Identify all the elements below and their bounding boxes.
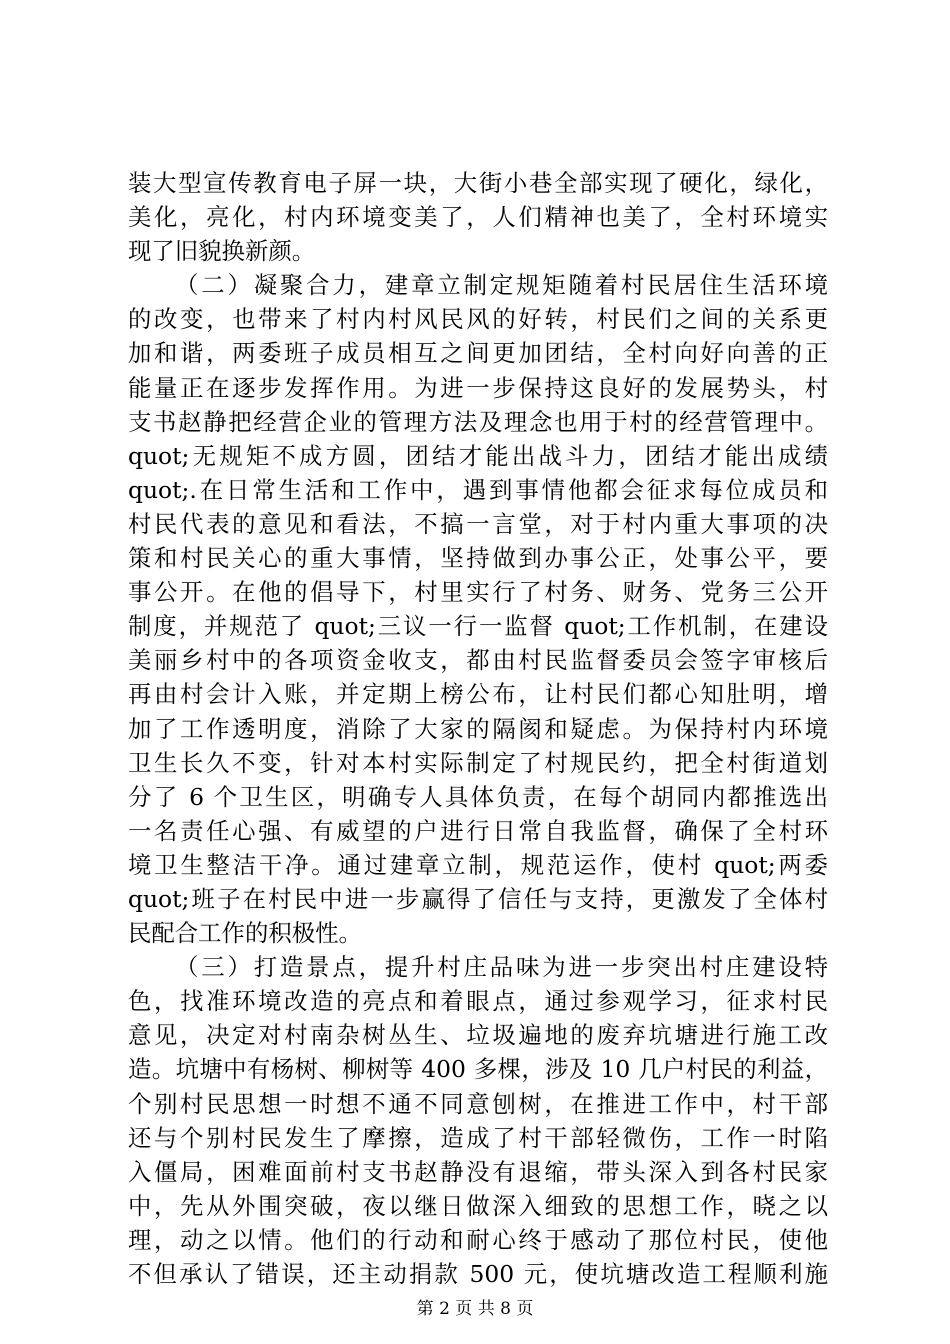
text-line: 村民代表的意见和看法，不搞一言堂，对于村内重大事项的决 (128, 509, 828, 538)
text-line: 中，先从外围突破，夜以继日做深入细致的思想工作，晓之以 (128, 1191, 828, 1220)
text-line: 个别村民思想一时想不通不同意刨树，在推进工作中，村干部 (128, 1089, 828, 1118)
text-line: 入僵局，困难面前村支书赵静没有退缩，带头深入到各村民家 (128, 1157, 828, 1186)
text-line: 加了工作透明度，消除了大家的隔阂和疑虑。为保持村内环境 (128, 714, 828, 743)
text-line: 的改变，也带来了村内村风民风的好转，村民们之间的关系更 (128, 305, 828, 334)
paragraph (128, 268, 828, 950)
text-line: （二）凝聚合力，建章立制定规矩随着村民居住生活环境 (175, 271, 828, 300)
paragraph (128, 166, 828, 268)
text-line: 意见，决定对村南杂树丛生、垃圾遍地的废弃坑塘进行施工改 (128, 1021, 828, 1050)
document-body (128, 166, 828, 1291)
text-line: 美丽乡村中的各项资金收支，都由村民监督委员会签字审核后 (128, 646, 828, 675)
text-line: 一名责任心强、有威望的户进行日常自我监督，确保了全村环 (128, 816, 828, 845)
text-line: 分了 6 个卫生区，明确专人具体负责，在每个胡同内都推选出 (128, 782, 828, 811)
text-line: 支书赵静把经营企业的管理方法及理念也用于村的经营管理中。 (128, 407, 828, 436)
text-line: 民配合工作的积极性。 (128, 919, 362, 948)
text-line: （三）打造景点，提升村庄品味为进一步突出村庄建设特 (175, 953, 828, 982)
text-line: 现了旧貌换新颜。 (128, 237, 316, 266)
text-line: quot;班子在村民中进一步赢得了信任与支持，更激发了全体村 (128, 884, 828, 913)
text-line: quot;无规矩不成方圆，团结才能出战斗力，团结才能出成绩 (128, 441, 828, 470)
text-line: 境卫生整洁干净。通过建章立制，规范运作，使村 quot;两委 (128, 850, 828, 879)
text-line: 制度，并规范了 quot;三议一行一监督 quot;工作机制，在建设 (128, 612, 828, 641)
paragraph (128, 950, 828, 1291)
text-line: 加和谐，两委班子成员相互之间更加团结，全村向好向善的正 (128, 339, 828, 368)
text-line: 造。坑塘中有杨树、柳树等 400 多棵，涉及 10 几户村民的利益， (128, 1055, 828, 1084)
text-line: 还与个别村民发生了摩擦，造成了村干部轻微伤，工作一时陷 (128, 1123, 828, 1152)
text-line: 不但承认了错误，还主动捐款 500 元，使坑塘改造工程顺利施 (128, 1260, 828, 1288)
text-line: 色，找准环境改造的亮点和着眼点，通过参观学习，征求村民 (128, 987, 828, 1016)
page-footer: 第 2 页 共 8 页 (416, 1299, 534, 1319)
text-line: 能量正在逐步发挥作用。为进一步保持这良好的发展势头，村 (128, 373, 828, 402)
text-line: quot;.在日常生活和工作中，遇到事情他都会征求每位成员和 (128, 475, 828, 504)
text-line: 事公开。在他的倡导下，村里实行了村务、财务、党务三公开 (128, 578, 828, 607)
text-line: 美化，亮化，村内环境变美了，人们精神也美了，全村环境实 (128, 203, 828, 232)
text-line: 再由村会计入账，并定期上榜公布，让村民们都心知肚明，增 (128, 680, 828, 709)
text-line: 策和村民关心的重大事情，坚持做到办事公正，处事公平，要 (128, 544, 828, 573)
text-line: 卫生长久不变，针对本村实际制定了村规民约，把全村街道划 (128, 748, 828, 777)
text-line: 装大型宣传教育电子屏一块，大街小巷全部实现了硬化，绿化， (128, 169, 828, 197)
text-line: 理，动之以情。他们的行动和耐心终于感动了那位村民，使他 (128, 1225, 828, 1254)
